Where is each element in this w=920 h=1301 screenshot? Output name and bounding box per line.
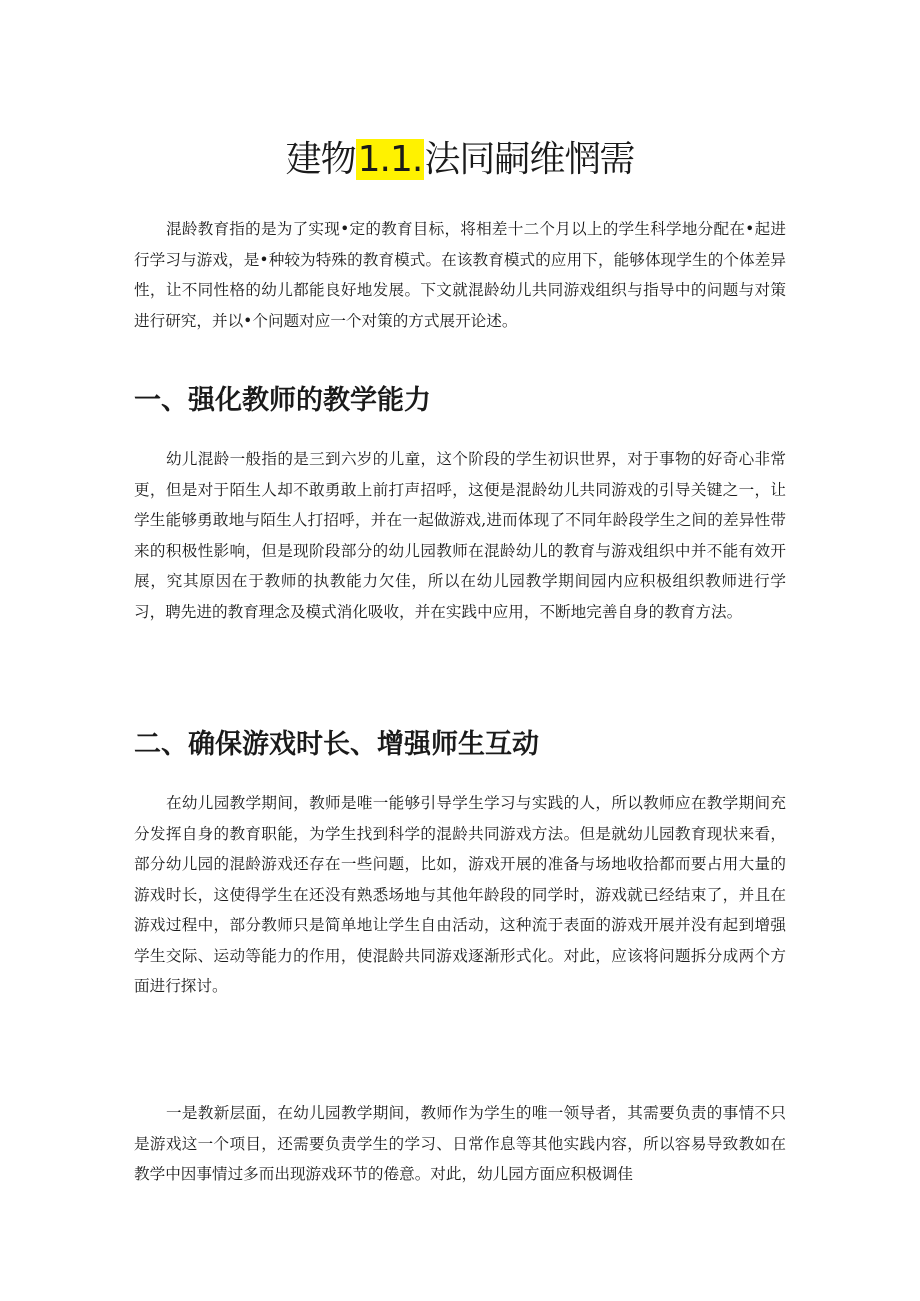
- section-2-paragraph: 在幼儿园教学期间，教师是唯一能够引导学生学习与实践的人，所以教师应在教学期间充分发挥自身的教育职能，为学生找到科学的混龄共同游戏方法。但是就幼儿园教育现状来看，部分幼儿园的混龄游戏还存在一些问题，比如，游戏开展的准备与场地收拾都而要占用大量的游戏时长，这使得学生在还没有熟悉场地与其他年龄段的同学时，游戏就已经结束了，并且在游戏过程中，部分教师只是简单地让学生自由活动，这种流于表面的游戏开展并没有起到增强学生交际、运动等能力的作用，使混龄共同游戏逐渐形式化。对此，应该将问题拆分成两个方面进行探讨。: [134, 794, 786, 995]
- section-1-paragraph: 幼儿混龄一般指的是三到六岁的儿童，这个阶段的学生初识世界，对于事物的好奇心非常更，但是对于陌生人却不敢勇敢上前打声招呼，这便是混龄幼儿共同游戏的引导关键之一，让学生能够勇敢地与陌生人打招呼，并在一起做游戏,进而体现了不同年龄段学生之间的差异性带来的积极性影响，但是现阶段部分的幼儿园教师在混龄幼儿的教育与游戏组织中并不能有效开展，究其原因在于教师的执教能力欠佳，所以在幼儿园教学期间园内应积极组织教师进行学习，聘先进的教育理念及模式消化吸收，并在实践中应用，不断地完善自身的教育方法。: [134, 450, 786, 621]
- title-part-1: 建物: [285, 139, 356, 180]
- title-part-2: 法同嗣维惘需: [424, 139, 635, 180]
- title-highlight: 1.1.: [357, 139, 423, 180]
- document-title: [0, 132, 920, 188]
- intro-paragraph: 混龄教育指的是为了实现•定的教育目标，将相差十二个月以上的学生科学地分配在•起进行学习与游戏，是•种较为特殊的教育模式。在该教育模式的应用下，能够体现学生的个体差异性，让不同性格的幼儿都能良好地发展。下文就混龄幼儿共同游戏组织与指导中的问题与对策进行研究，并以•个问题对应一个对策的方式展开论述。: [134, 220, 786, 330]
- section-1-heading: 一、强化教师的教学能力: [134, 385, 431, 416]
- section-2-paragraph-2: 一是教新层面，在幼儿园教学期间，教师作为学生的唯一领导者，其需要负责的事情不只是游戏这一个项目，还需要负责学生的学习、日常作息等其他实践内容，所以容易导致教如在教学中因事情过多而出现游戏环节的倦意。对此，幼儿园方面应积极调佳: [134, 1104, 786, 1183]
- section-2-heading: 二、确保游戏时长、增强师生互动: [134, 729, 539, 760]
